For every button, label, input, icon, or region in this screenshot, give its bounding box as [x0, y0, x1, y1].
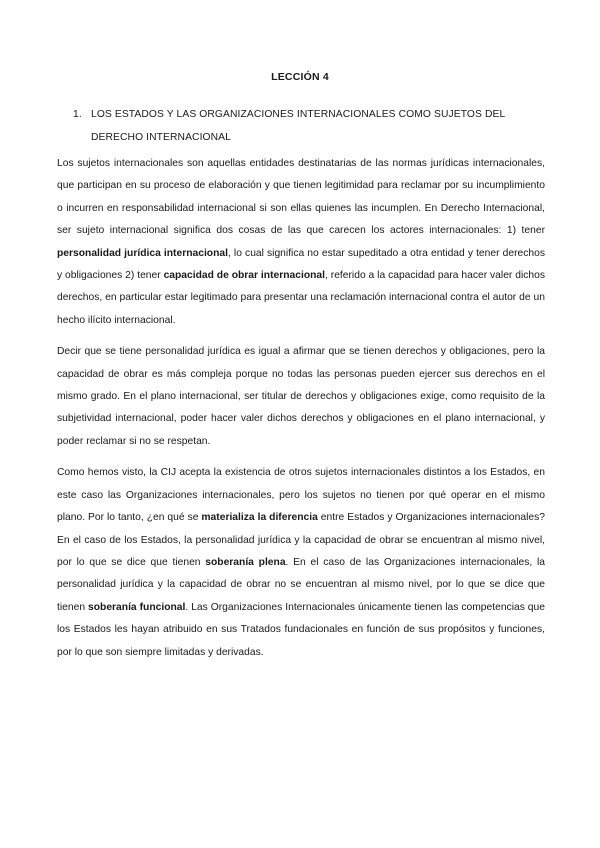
- p3-text-4: . Las Organizaciones Internacionales únicamente tienen las competencias que los Estados les hayan atribuido en sus Tratados fundacionales en función de sus propósitos y funciones, por lo que son siempre limitadas y derivadas.: [57, 601, 545, 658]
- document-body: [57, 153, 545, 673]
- section-heading: [73, 103, 551, 149]
- p3-text-2: entre Estados y Organizaciones internacionales? En el caso de los Estados, la personalidad jurídica y la capacidad de obrar se encuentran al mismo nivel, por lo que se dice que tienen: [57, 512, 545, 568]
- paragraph-1: [57, 153, 545, 332]
- p3-bold-3: soberanía funcional: [88, 601, 186, 613]
- p3-text-3: . En el caso de las Organizaciones internacionales, la personalidad jurídica y la capacidad de obrar no se encuentran al mismo nivel, por lo que se dice que tienen: [57, 556, 545, 613]
- p1-text-2: , lo cual significa no estar supeditado a otra entidad y tener derechos y obligaciones 2) tener: [57, 247, 545, 282]
- section-number: 1.: [73, 109, 82, 120]
- paragraph-3: [57, 462, 545, 664]
- p1-bold-2: capacidad de obrar internacional: [163, 270, 326, 282]
- p3-text-1: Como hemos visto, la CIJ acepta la existencia de otros sujetos internacionales distintos a los Estados, en este caso las Organizaciones internacionales, pero los sujetos no tienen por qué operar en el mismo plano. Por lo tanto, ¿en qué se: [57, 467, 545, 524]
- p3-bold-1: materializa la diferencia: [201, 512, 318, 524]
- paragraph-2: Decir que se tiene personalidad jurídica es igual a afirmar que se tienen derechos y obligaciones, pero la capacidad de obrar es más compleja porque no todas las personas pueden ejercer sus derechos en el mismo grado. En el plano internacional, ser titular de derechos y obligaciones exige, como requisito de la subjetividad internacional, poder hacer valer dichos derechos y obligaciones en el plano internacional, y poder reclamar si no se respetan.: [57, 346, 545, 447]
- p1-bold-1: personalidad jurídica internacional: [57, 247, 228, 259]
- p1-text-3: , referido a la capacidad para hacer valer dichos derechos, en particular estar legitimado para presentar una reclamación internacional contra el autor de un hecho ilícito internacional.: [57, 270, 546, 326]
- p3-bold-2: soberanía plena: [205, 556, 286, 568]
- p1-text-1: Los sujetos internacionales son aquellas entidades destinatarias de las normas jurídicas internacionales, que participan en su proceso de elaboración y que tienen legitimidad para reclamar por su incumplimiento o incurren en responsabilidad internacional si son ellas quienes las incumplen. En Derecho Internacional, ser sujeto internacional significa dos cosas de las que carecen los actores internacionales: 1) tener: [57, 158, 545, 237]
- lesson-title: LECCIÓN 4: [271, 71, 329, 83]
- section-heading-text: LOS ESTADOS Y LAS ORGANIZACIONES INTERNACIONALES COMO SUJETOS DEL DERECHO INTERNACIONAL: [91, 109, 505, 143]
